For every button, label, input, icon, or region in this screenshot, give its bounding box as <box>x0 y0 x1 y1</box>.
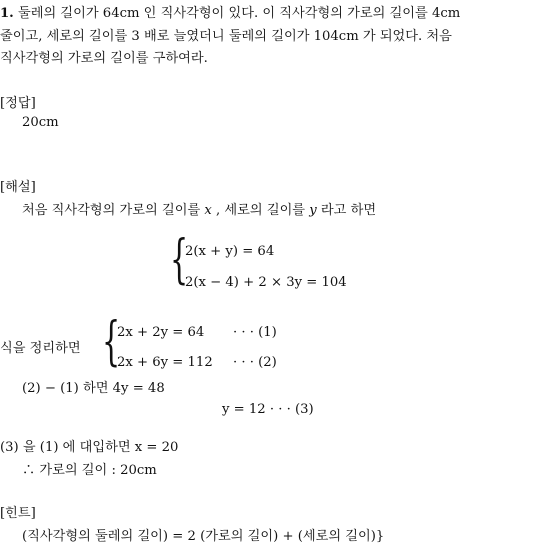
problem-line-3: 직사각형의 가로의 길이를 구하여라. <box>0 51 208 66</box>
answer-value: 20cm <box>22 115 59 130</box>
problem-line-1 <box>0 2 460 21</box>
problem-text-1: 둘레의 길이가 64cm 인 직사각형이 있다. 이 직사각형의 가로의 길이를 4cm <box>17 6 461 21</box>
step-subtract: (2) − (1) 하면 4y = 48 <box>22 381 165 396</box>
problem-number: 1. <box>0 6 14 21</box>
system1-equation-1: 2(x + y) = 64 <box>185 244 275 259</box>
hint-text: (직사각형의 둘레의 길이) = 2 (가로의 길이) + (세로의 길이)} <box>22 529 385 544</box>
system2-equation-1-tag: · · · (1) <box>233 325 277 340</box>
hint-label: [힌트] <box>0 506 36 521</box>
answer-label: [정답] <box>0 96 36 111</box>
left-brace-system-1: { <box>170 230 189 290</box>
solution-intro-c: 라고 하면 <box>320 203 377 218</box>
left-brace-system-2: { <box>102 312 121 372</box>
solution-intro <box>22 199 376 218</box>
system2-equation-1: 2x + 2y = 64 <box>117 325 205 340</box>
variable-x: x <box>204 203 212 218</box>
solution-label: [해설] <box>0 180 36 195</box>
system2-equation-2-tag: · · · (2) <box>233 355 277 370</box>
step-y-value: y = 12 · · · (3) <box>222 402 314 417</box>
problem-line-2: 줄이고, 세로의 길이를 3 배로 늘였더니 둘레의 길이가 104cm 가 되었다. 처음 <box>0 29 452 44</box>
conclusion: ∴ 가로의 길이 : 20cm <box>22 463 157 478</box>
simplify-label: 식을 정리하면 <box>0 341 81 356</box>
system2-equation-2: 2x + 6y = 112 <box>117 355 213 370</box>
step-substitute: (3) 을 (1) 에 대입하면 x = 20 <box>0 440 179 455</box>
solution-intro-b: , 세로의 길이를 <box>216 203 306 218</box>
system1-equation-2: 2(x − 4) + 2 × 3y = 104 <box>185 275 347 290</box>
variable-y: y <box>309 203 317 218</box>
solution-intro-a: 처음 직사각형의 가로의 길이를 <box>22 203 201 218</box>
